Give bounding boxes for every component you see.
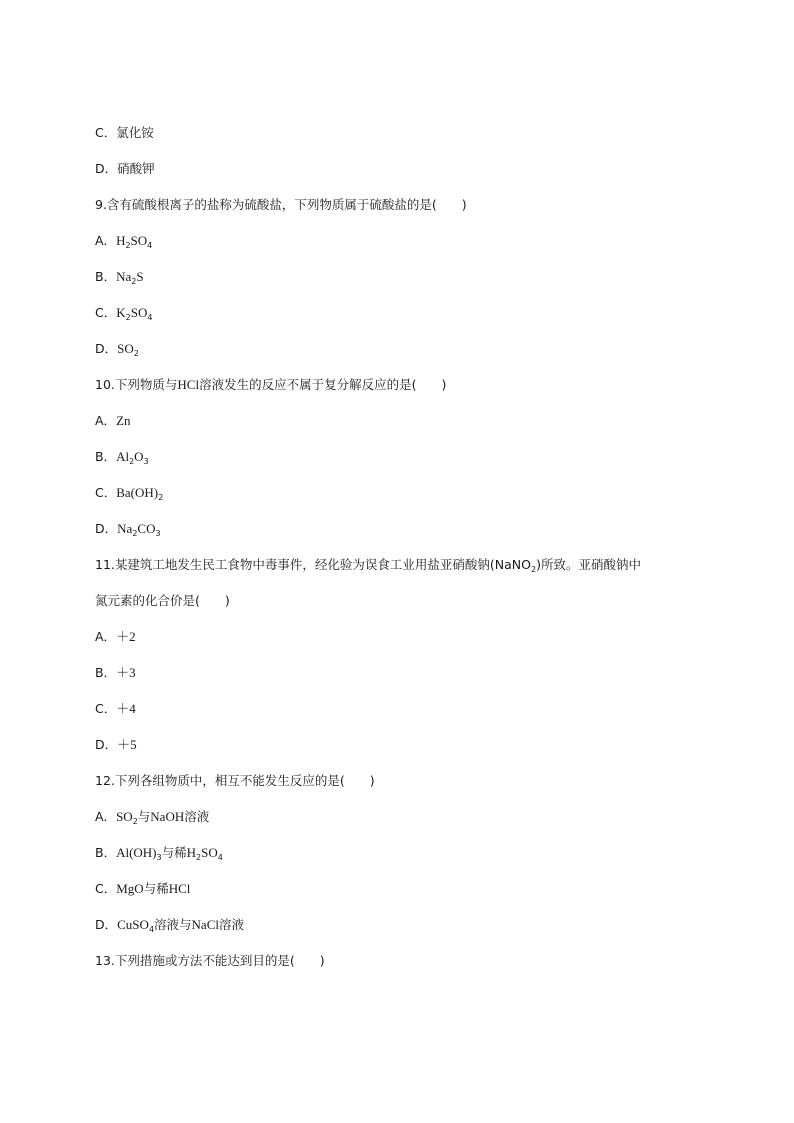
text-run: Al bbox=[116, 449, 130, 464]
text-run: 溶液 bbox=[219, 917, 245, 932]
option-line bbox=[95, 269, 144, 285]
text-run: S bbox=[136, 269, 144, 284]
text-run: SO bbox=[117, 341, 134, 356]
option-line bbox=[95, 881, 190, 897]
text-run: 硝酸钾 bbox=[117, 161, 155, 176]
question-line bbox=[95, 593, 230, 609]
question-line bbox=[95, 557, 641, 573]
text-run: A． bbox=[95, 809, 117, 824]
text-run: A． bbox=[95, 413, 117, 428]
option-line bbox=[95, 341, 139, 357]
text-run: NaCl bbox=[191, 917, 219, 932]
text-run: 12.下列各组物质中，相互不能发生反应的是( ) bbox=[95, 773, 375, 788]
question-line bbox=[95, 953, 325, 969]
subscript: 4 bbox=[147, 241, 153, 250]
text-run: 与稀 bbox=[143, 881, 169, 896]
subscript: 3 bbox=[155, 529, 161, 538]
subscript: 4 bbox=[217, 853, 223, 862]
text-run: 与稀 bbox=[161, 845, 187, 860]
text-run: ＋2 bbox=[116, 629, 136, 644]
subscript: 2 bbox=[133, 349, 139, 358]
subscript: 4 bbox=[147, 313, 153, 322]
text-run: ＋3 bbox=[116, 665, 136, 680]
question-line bbox=[95, 773, 375, 789]
option-line bbox=[95, 161, 155, 177]
text-run: 溶液与 bbox=[154, 917, 192, 932]
text-run: H bbox=[116, 233, 126, 248]
option-line bbox=[95, 449, 149, 465]
text-run: HCl bbox=[177, 377, 200, 392]
option-line bbox=[95, 809, 209, 825]
text-run: C． bbox=[95, 881, 117, 896]
text-run: HCl bbox=[168, 881, 191, 896]
subscript: 2 bbox=[158, 493, 164, 502]
text-run: Al(OH) bbox=[116, 845, 157, 860]
text-run: A． bbox=[95, 629, 117, 644]
text-run: A． bbox=[95, 233, 117, 248]
text-run: O bbox=[134, 449, 144, 464]
subscript: 3 bbox=[156, 853, 162, 862]
text-run: )所致。亚硝酸钠中 bbox=[536, 557, 641, 572]
text-run: MgO bbox=[116, 881, 144, 896]
subscript: 2 bbox=[132, 529, 138, 538]
option-line bbox=[95, 917, 244, 933]
text-run: C． bbox=[95, 125, 117, 140]
text-run: D． bbox=[95, 341, 118, 356]
text-run: C． bbox=[95, 701, 117, 716]
text-run: SO bbox=[116, 809, 133, 824]
text-run: D． bbox=[95, 737, 118, 752]
option-line bbox=[95, 413, 131, 429]
text-run: C． bbox=[95, 485, 117, 500]
subscript: 2 bbox=[132, 817, 138, 826]
text-run: SO bbox=[130, 233, 148, 248]
option-line bbox=[95, 737, 137, 753]
subscript: 2 bbox=[129, 457, 135, 466]
option-line bbox=[95, 701, 136, 717]
text-run: D． bbox=[95, 521, 118, 536]
text-run: 11.某建筑工地发生民工食物中毒事件，经化验为误食工业用盐亚硝酸钠(NaNO bbox=[95, 557, 531, 572]
text-run: Zn bbox=[116, 413, 131, 428]
text-run: Ba(OH) bbox=[116, 485, 159, 500]
text-run: CuSO bbox=[117, 917, 149, 932]
text-run: 13.下列措施或方法不能达到目的是( ) bbox=[95, 953, 325, 968]
subscript: 2 bbox=[530, 565, 537, 574]
text-run: B． bbox=[95, 845, 117, 860]
text-run: Na bbox=[116, 269, 132, 284]
question-line bbox=[95, 197, 467, 213]
option-line bbox=[95, 665, 136, 681]
text-run: ＋5 bbox=[117, 737, 137, 752]
text-run: D． bbox=[95, 161, 118, 176]
option-line bbox=[95, 125, 154, 141]
text-run: SO bbox=[130, 305, 148, 320]
subscript: 2 bbox=[125, 313, 131, 322]
subscript: 2 bbox=[125, 241, 131, 250]
text-run: K bbox=[116, 305, 126, 320]
option-line bbox=[95, 305, 152, 321]
text-run: 溶液 bbox=[184, 809, 210, 824]
text-run: B． bbox=[95, 449, 117, 464]
text-run: 氮元素的化合价是( ) bbox=[95, 593, 230, 608]
subscript: 2 bbox=[196, 853, 202, 862]
text-run: B． bbox=[95, 269, 117, 284]
subscript: 4 bbox=[148, 925, 155, 934]
text-run: ＋4 bbox=[116, 701, 136, 716]
subscript: 3 bbox=[143, 457, 149, 466]
text-run: B． bbox=[95, 665, 117, 680]
text-run: CO bbox=[137, 521, 156, 536]
option-line bbox=[95, 485, 163, 501]
question-line bbox=[95, 377, 446, 393]
text-run: SO bbox=[201, 845, 218, 860]
text-run: D． bbox=[95, 917, 118, 932]
option-line bbox=[95, 521, 161, 537]
text-run: 溶液发生的反应不属于复分解反应的是( ) bbox=[199, 377, 447, 392]
text-run: H bbox=[186, 845, 197, 860]
subscript: 2 bbox=[131, 277, 137, 286]
text-run: 与 bbox=[137, 809, 151, 824]
text-run: C． bbox=[95, 305, 117, 320]
option-line bbox=[95, 845, 223, 861]
text-run: 10.下列物质与 bbox=[95, 377, 178, 392]
text-run: 9.含有硫酸根离子的盐称为硫酸盐，下列物质属于硫酸盐的是( ) bbox=[95, 197, 467, 212]
text-run: Na bbox=[117, 521, 133, 536]
option-line bbox=[95, 629, 136, 645]
text-run: 氯化铵 bbox=[116, 125, 154, 140]
text-run: NaOH bbox=[150, 809, 185, 824]
option-line bbox=[95, 233, 152, 249]
